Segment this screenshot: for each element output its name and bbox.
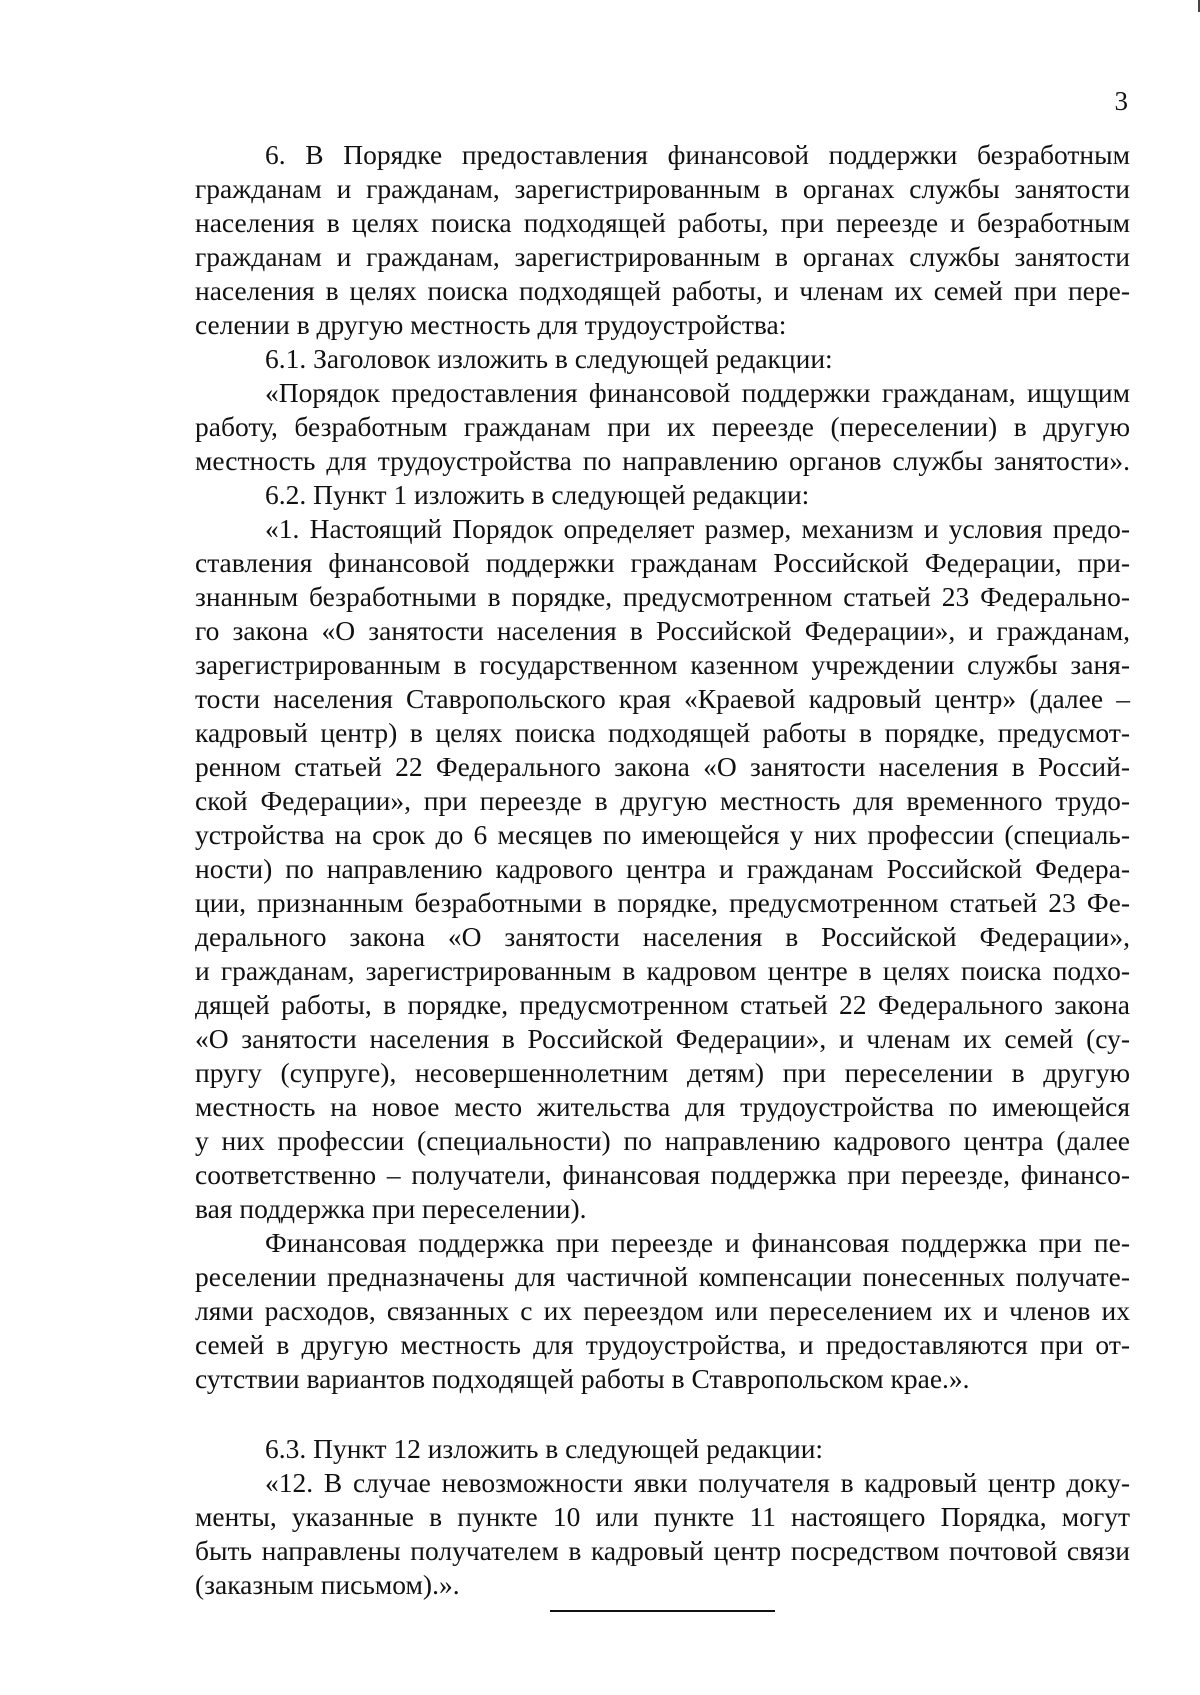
- text-line: гражданам и гражданам, зарегистрированным в органах службы занятости: [195, 173, 1130, 204]
- text-line: быть направлены получателем в кадровый центр посредством почтовой связи: [195, 1535, 1130, 1566]
- text-line: лями расходов, связанных с их переездом или переселением их и членов их: [195, 1295, 1130, 1326]
- text-line: и гражданам, зарегистрированным в кадровом центре в целях поиска подхо-: [195, 955, 1130, 986]
- text-line: «О занятости населения в Российской Федерации», и членам их семей (су-: [195, 1023, 1130, 1054]
- text-line: ции, признанным безработными в порядке, предусмотренном статьей 23 Фе-: [195, 887, 1130, 918]
- text-line: 6. В Порядке предоставления финансовой поддержки безработным: [265, 139, 1130, 170]
- text-line: сутствии вариантов подходящей работы в Ставропольском крае.».: [195, 1363, 970, 1394]
- text-line: местность для трудоустройства по направлению органов службы занятости».: [195, 445, 1130, 476]
- text-line: гражданам и гражданам, зарегистрированным в органах службы занятости: [195, 241, 1130, 272]
- text-line: 6.3. Пункт 12 изложить в следующей редакции:: [265, 1433, 824, 1464]
- text-line: у них профессии (специальности) по направлению кадрового центра (далее: [195, 1125, 1130, 1156]
- text-line: 6.2. Пункт 1 изложить в следующей редакции:: [265, 479, 810, 510]
- text-line: (заказным письмом).».: [195, 1569, 460, 1600]
- text-line: ренном статьей 22 Федерального закона «О занятости населения в Россий-: [195, 751, 1130, 782]
- text-line: местность на новое место жительства для трудоустройства по имеющейся: [195, 1091, 1130, 1122]
- text-line: «Порядок предоставления финансовой поддержки гражданам, ищущим: [265, 377, 1130, 408]
- text-line: семей в другую местность для трудоустройства, и предоставляются при от-: [195, 1329, 1130, 1360]
- text-line: 6.1. Заголовок изложить в следующей редакции:: [265, 343, 833, 374]
- text-line: устройства на срок до 6 месяцев по имеющейся у них профессии (специаль-: [195, 819, 1130, 850]
- text-line: вая поддержка при переселении).: [195, 1193, 587, 1224]
- text-line: «1. Настоящий Порядок определяет размер, механизм и условия предо-: [265, 513, 1130, 544]
- text-line: дерального закона «О занятости населения в Российской Федерации»,: [195, 921, 1130, 952]
- text-line: ской Федерации», при переезде в другую местность для временного трудо-: [195, 785, 1130, 816]
- text-line: кадровый центр) в целях поиска подходящей работы в порядке, предусмот-: [195, 717, 1130, 748]
- text-line: работу, безработным гражданам при их переезде (переселении) в другую: [195, 411, 1130, 442]
- text-line: реселении предназначены для частичной компенсации понесенных получате-: [195, 1261, 1130, 1292]
- text-line: ставления финансовой поддержки гражданам Российской Федерации, при-: [195, 547, 1130, 578]
- text-line: тости населения Ставропольского края «Краевой кадровый центр» (далее –: [195, 683, 1130, 714]
- text-line: Финансовая поддержка при переезде и финансовая поддержка при пе-: [265, 1227, 1130, 1258]
- text-line: «12. В случае невозможности явки получателя в кадровый центр доку-: [265, 1467, 1130, 1498]
- page-number: 3: [1114, 86, 1128, 116]
- text-line: населения в целях поиска подходящей работы, и членам их семей при пере-: [195, 275, 1130, 306]
- text-line: знанным безработными в порядке, предусмотренном статьей 23 Федерально-: [195, 581, 1130, 612]
- text-line: менты, указанные в пункте 10 или пункте 11 настоящего Порядка, могут: [195, 1501, 1130, 1532]
- text-line: пругу (супруге), несовершеннолетним детям) при переселении в другую: [195, 1057, 1130, 1088]
- text-line: соответственно – получатели, финансовая поддержка при переезде, финансо-: [195, 1159, 1130, 1190]
- text-line: ности) по направлению кадрового центра и гражданам Российской Федера-: [195, 853, 1130, 884]
- text-line: селении в другую местность для трудоустройства:: [195, 309, 787, 340]
- text-line: дящей работы, в порядке, предусмотренном статьей 22 Федерального закона: [195, 989, 1130, 1020]
- text-line: го закона «О занятости населения в Российской Федерации», и гражданам,: [195, 615, 1130, 646]
- end-rule: [550, 1610, 775, 1612]
- text-line: населения в целях поиска подходящей работы, при переезде и безработным: [195, 207, 1130, 238]
- text-line: зарегистрированным в государственном казенном учреждении службы заня-: [195, 649, 1130, 680]
